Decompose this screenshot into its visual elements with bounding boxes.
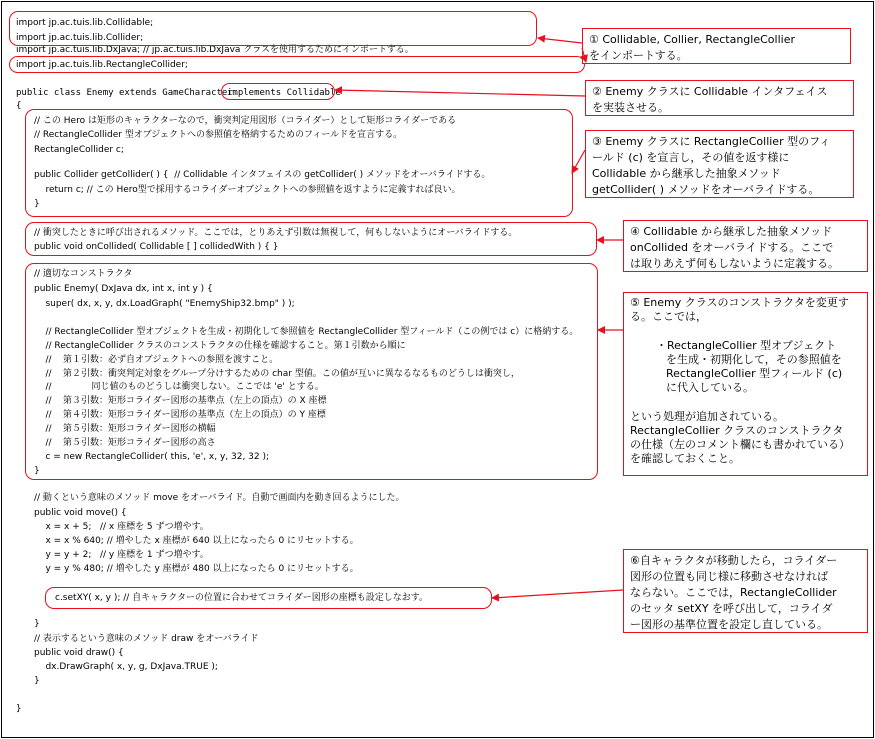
code-line: // 第５引数：矩形コライダー図形の高さ — [34, 438, 216, 448]
code-line: // RectangleCollider 型オブジェクトへの参照値を格納するためのフィールドを宣言する。 — [34, 130, 403, 140]
code-line: } — [34, 199, 40, 209]
code-line: // 衝突したときに呼び出されるメソッド。ここでは，とりあえず引数は無視して，何もしないようにオーバライドする。 — [34, 228, 518, 238]
class-close-brace: } — [16, 704, 22, 714]
arrow-note-1-a — [538, 38, 582, 43]
note-5: ⑤ Enemy クラスのコンストラクタを変更す る。ここでは， ・RectangleCollier 型オブジェクト を生成・初期化して，その参照値を RectangleCollier 型フィールド (c) に代入している。 という処理が追加されている。 RectangleCollier クラスのコンストラクタ の仕様（左のコメント欄にも書かれている） を確認しておくこと。 — [623, 292, 868, 476]
code-line: // 第４引数：矩形コライダー図形の基準点（左上の頂点）の Y 座標 — [34, 410, 326, 420]
code-line: // 第３引数：矩形コライダー図形の基準点（左上の頂点）の X 座標 — [34, 396, 327, 406]
code-line: public void onCollided( Collidable [ ] collidedWith ) { } — [34, 242, 279, 252]
code-line: // 第１引数：必ず自オブジェクトへの参照を渡すこと。 — [34, 355, 279, 365]
code-line: // この Hero は矩形のキャラクターなので，衝突判定用図形（コライダー）として矩形コライダーである — [34, 116, 457, 126]
code-line: } — [34, 676, 40, 686]
code-line: // RectangleCollider クラスのコンストラクタの仕様を確認すること。第１引数から順に — [34, 341, 406, 351]
code-line: super( dx, x, y, dx.LoadGraph( "EnemyShip32.bmp" ) ); — [34, 299, 295, 309]
code-line: y = y % 480; // 増やした y 座標が 480 以上になったら 0 にリセットする。 — [34, 564, 359, 574]
code-line: dx.DrawGraph( x, y, g, DxJava.TRUE ); — [34, 662, 218, 672]
code-line: y = y + 2; // y 座標を 1 ずつ増やす。 — [34, 550, 209, 560]
code-line: public void move() { — [34, 508, 127, 518]
code-line: } — [34, 466, 40, 476]
implements-clause: implements Collidable — [227, 88, 341, 98]
code-line: c = new RectangleCollider( this, 'e', x, y, 32, 32 ); — [34, 452, 270, 462]
note-4: ④ Collidable から継承した抽象メソッド onCollided をオーバライドする。ここで は取りあえず何もしないように定義する。 — [623, 220, 868, 272]
code-line: // 第５引数：矩形コライダー図形の横幅 — [34, 424, 216, 434]
note-3: ③ Enemy クラスに RectangleCollier 型のフィ ールド (c) を宣言し，その値を返す様に Collidable から継承した抽象メソッド getCollider( ) メソッドをオーバライドする。 — [585, 130, 854, 198]
import-line: import jp.ac.tuis.lib.DxJava; // jp.ac.tuis.lib.DxJava クラスを使用するためにインポートする。 — [16, 45, 414, 55]
arrow-note-3 — [572, 150, 585, 173]
code-line: RectangleCollider c; — [34, 145, 124, 155]
code-line: return c; // この Hero型で採用するコライダーオブジェクトへの参照値を返すように定義すれば良い。 — [34, 185, 461, 195]
code-line: public Enemy( DxJava dx, int x, int y ) { — [34, 284, 213, 294]
setxy-line: c.setXY( x, y ); // 自キャラクターの位置に合わせてコライダー図形の座標も設定しなおす。 — [55, 593, 428, 603]
class-open-brace: { — [16, 101, 22, 111]
import-line: import jp.ac.tuis.lib.RectangleCollider; — [16, 60, 188, 70]
note-1: ① Collidable, Collier, RectangleCollier をインポートする。 — [582, 28, 851, 64]
code-line: // 動くという意味のメソッド move をオーバライド。自動で画面内を動き回るようにした。 — [34, 493, 405, 503]
code-line: // RectangleCollider 型オブジェクトを生成・初期化して参照値を RectangleCollider 型フィールド（この例では c）に格納する。 — [34, 327, 579, 337]
code-line: } — [34, 619, 40, 629]
class-declaration: public class Enemy extends GameCharacter — [16, 88, 233, 98]
import-line: import jp.ac.tuis.lib.Collider; — [16, 33, 144, 43]
import-line: import jp.ac.tuis.lib.Collidable; — [16, 18, 154, 28]
arrow-note-6 — [492, 590, 623, 598]
code-line: // 表示するという意味のメソッド draw をオーバライド — [34, 634, 259, 644]
code-line: x = x % 640; // 増やした x 座標が 640 以上になったら 0 にリセットする。 — [34, 536, 359, 546]
arrow-note-1-b — [582, 48, 586, 62]
note-6: ⑥自キャラクタが移動したら，コライダー 図形の位置も同じ様に移動させなければ ならない。ここでは，RectangleCollider のセッタ setXY を呼び出して，コライダ ー図形の基準位置を設定し直している。 — [623, 549, 868, 633]
code-line: public void draw() { — [34, 648, 124, 658]
code-line: // 同じ値のものどうしは衝突しない。ここでは 'e' とする。 — [34, 382, 324, 392]
code-line: x = x + 5; // x 座標を 5 ずつ増やす。 — [34, 522, 209, 532]
code-line: // 第２引数：衝突判定対象をグループ分けするための char 型値。この値が互いに異なるなるものどうしは衝突し， — [34, 369, 520, 379]
arrow-note-2 — [335, 90, 585, 96]
code-line: public Collider getCollider( ) { // Collidable インタフェイスの getCollider( ) メソッドをオーバライドする。 — [34, 170, 491, 180]
code-line: // 適切なコンストラクタ — [34, 269, 133, 279]
note-2: ② Enemy クラスに Collidable インタフェイス を実装させる。 — [585, 80, 854, 116]
